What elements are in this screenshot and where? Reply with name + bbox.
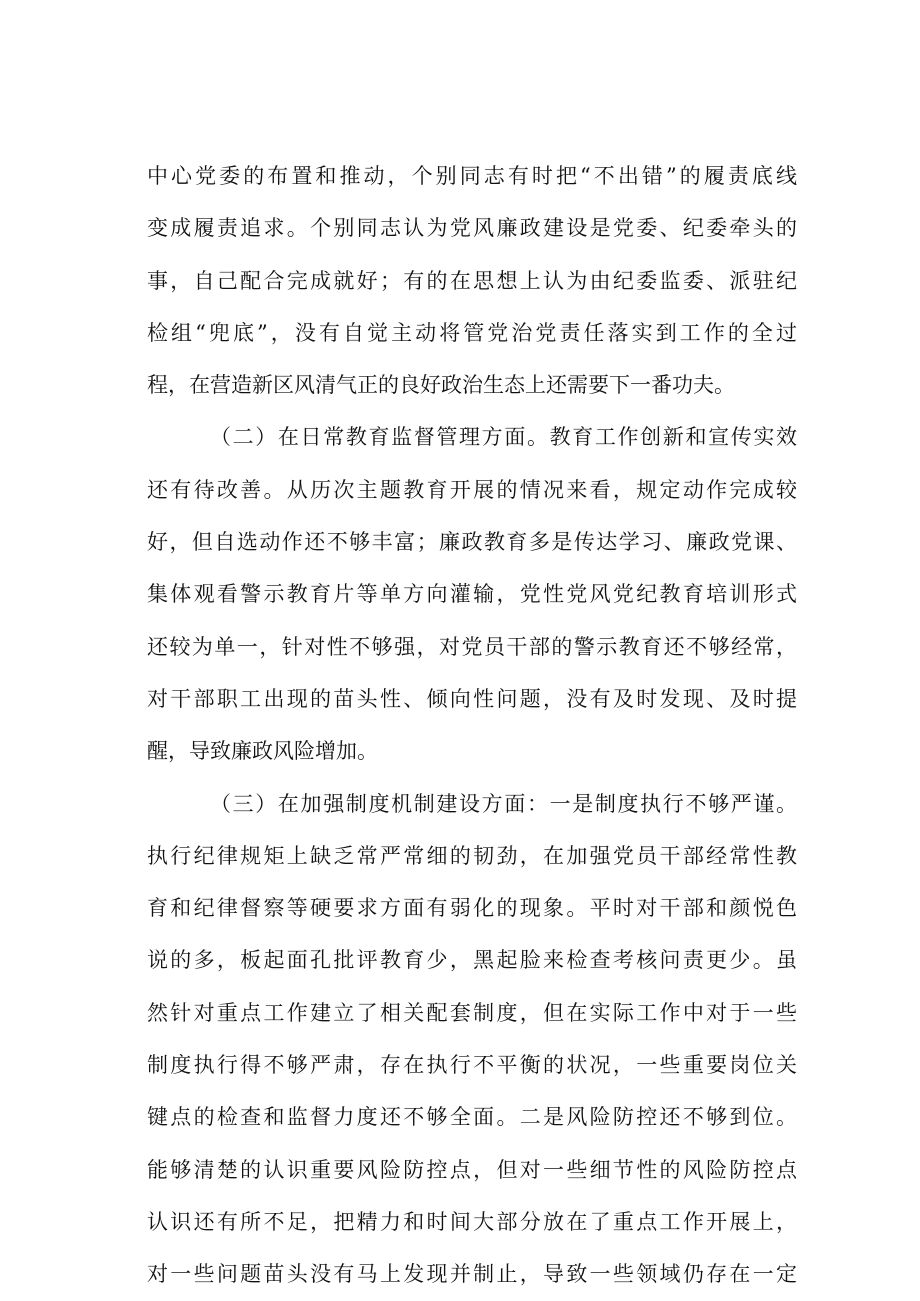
- text-line: （二）在日常教育监督管理方面。教育工作创新和宣传实效: [210, 425, 797, 450]
- text-line: 还有待改善。从历次主题教育开展的情况来看，规定动作完成较: [147, 477, 797, 502]
- text-line: 键点的检查和监督力度还不够全面。二是风险防控还不够到位。: [147, 1105, 797, 1130]
- text-line: 对干部职工出现的苗头性、倾向性问题，没有及时发现、及时提: [147, 686, 797, 711]
- text-line: 能够清楚的认识重要风险防控点，但对一些细节性的风险防控点: [147, 1157, 797, 1182]
- body-text: [147, 150, 797, 1301]
- text-line: 集体观看警示教育片等单方向灌输，党性党风党纪教育培训形式: [147, 582, 797, 607]
- text-line: 说的多，板起面孔批评教育少，黑起脸来检查考核问责更少。虽: [147, 948, 797, 973]
- text-line: 事，自己配合完成就好；有的在思想上认为由纪委监委、派驻纪: [147, 268, 797, 293]
- text-line: 变成履责追求。个别同志认为党风廉政建设是党委、纪委牵头的: [147, 216, 797, 241]
- text-line: 醒，导致廉政风险增加。: [147, 739, 378, 764]
- text-line: 检组“兜底”，没有自觉主动将管党治党责任落实到工作的全过: [147, 320, 797, 345]
- text-line: 程，在营造新区风清气正的良好政治生态上还需要下一番功夫。: [147, 373, 735, 398]
- text-line: 中心党委的布置和推动，个别同志有时把“不出错”的履责底线: [147, 164, 797, 188]
- text-line: 好，但自选动作还不够丰富；廉政教育多是传达学习、廉政党课、: [147, 530, 797, 555]
- text-line: 执行纪律规矩上缺乏常严常细的韧劲，在加强党员干部经常性教: [147, 843, 797, 868]
- text-line: 制度执行得不够严肃，存在执行不平衡的状况，一些重要岗位关: [147, 1053, 797, 1078]
- text-line: 还较为单一，针对性不够强，对党员干部的警示教育还不够经常，: [147, 634, 797, 659]
- text-line: （三）在加强制度机制建设方面：一是制度执行不够严谨。: [210, 791, 797, 816]
- text-line: 然针对重点工作建立了相关配套制度，但在实际工作中对于一些: [147, 1000, 797, 1025]
- text-line: 育和纪律督察等硬要求方面有弱化的现象。平时对干部和颜悦色: [147, 896, 797, 921]
- text-line: 对一些问题苗头没有马上发现并制止，导致一些领域仍存在一定: [147, 1262, 797, 1287]
- text-line: 认识还有所不足，把精力和时间大部分放在了重点工作开展上，: [147, 1209, 797, 1234]
